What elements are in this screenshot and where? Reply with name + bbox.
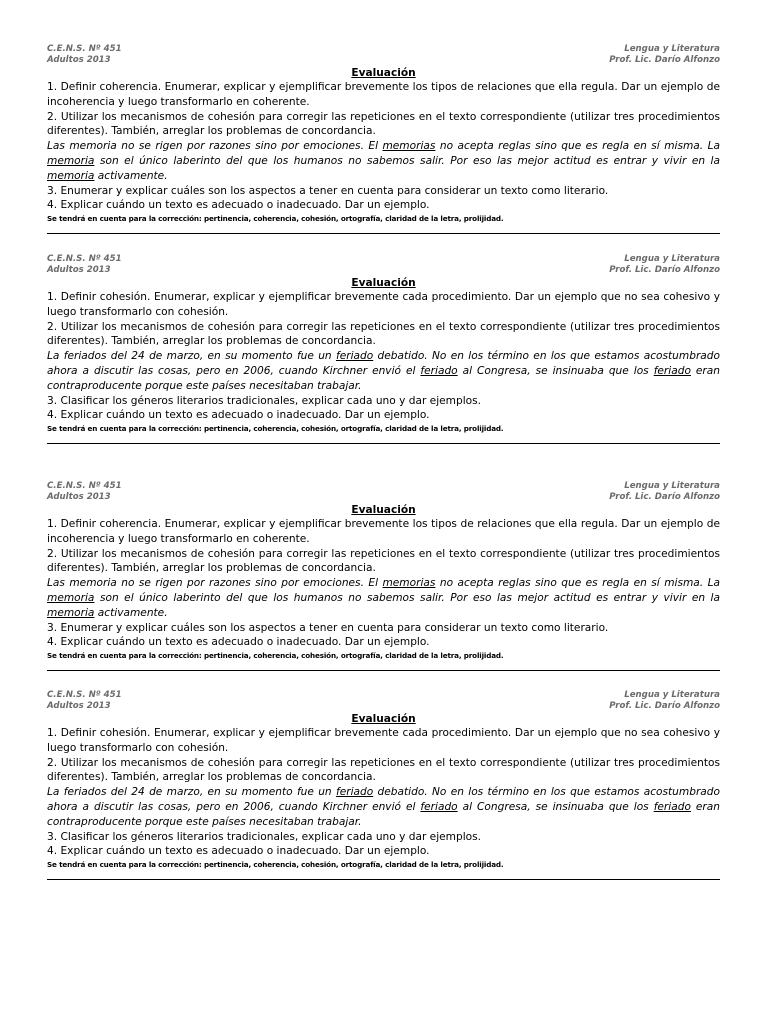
correction-text xyxy=(47,349,720,393)
underlined-word: memoria xyxy=(47,591,95,604)
text-part: activamente. xyxy=(94,606,168,619)
exam-block-4 xyxy=(47,690,720,880)
teacher-name: Prof. Lic. Darío Alfonzo xyxy=(609,265,720,275)
exam-header xyxy=(47,690,720,712)
exam-block-1 xyxy=(47,44,720,234)
divider-line xyxy=(47,233,720,234)
grading-note: Se tendrá en cuenta para la corrección: pertinencia, coherencia, cohesión, ortografía, claridad de la letra, prolijidad. xyxy=(47,424,504,434)
teacher-name: Prof. Lic. Darío Alfonzo xyxy=(609,492,720,502)
question-1: 1. Definir coherencia. Enumerar, explicar y ejemplificar brevemente los tipos de relaciones que ella regula. Dar un ejemplo de incoherencia y luego transformarlo en coherente. xyxy=(47,81,720,108)
correction-text xyxy=(47,785,720,829)
exam-title: Evaluación xyxy=(351,713,416,725)
text-part: al Congresa, se insinuaba que los xyxy=(457,364,654,377)
subject-name: Lengua y Literatura xyxy=(624,254,720,264)
header-left xyxy=(47,254,122,276)
grading-note: Se tendrá en cuenta para la corrección: pertinencia, coherencia, cohesión, ortografía, claridad de la letra, prolijidad. xyxy=(47,860,504,870)
text-part: Las memoria no se rigen por razones sino por emociones. El xyxy=(47,577,383,590)
header-right xyxy=(609,254,720,276)
text-part: activamente. xyxy=(94,169,168,182)
group-name: Adultos 2013 xyxy=(47,55,111,65)
question-4: 4. Explicar cuándo un texto es adecuado o inadecuado. Dar un ejemplo. xyxy=(47,636,430,649)
divider-line xyxy=(47,670,720,671)
question-2: 2. Utilizar los mecanismos de cohesión para corregir las repeticiones en el texto correspondiente (utilizar tres procedimientos diferentes). También, arreglar los problemas de concordancia. xyxy=(47,756,720,784)
subject-name: Lengua y Literatura xyxy=(624,690,720,700)
question-3: 3. Enumerar y explicar cuáles son los aspectos a tener en cuenta para considerar un texto como literario. xyxy=(47,184,609,197)
underlined-word: feriado xyxy=(420,364,458,377)
exam-title: Evaluación xyxy=(351,67,416,79)
underlined-word: memoria xyxy=(47,154,95,167)
question-3: 3. Clasificar los géneros literarios tradicionales, explicar cada uno y dar ejemplos. xyxy=(47,830,482,843)
underlined-word: memorias xyxy=(382,577,436,590)
question-1: 1. Definir coherencia. Enumerar, explicar y ejemplificar brevemente los tipos de relaciones que ella regula. Dar un ejemplo de incoherencia y luego transformarlo en coherente. xyxy=(47,518,720,545)
underlined-word: memorias xyxy=(382,140,436,153)
school-name: C.E.N.S. Nº 451 xyxy=(47,690,122,700)
teacher-name: Prof. Lic. Darío Alfonzo xyxy=(609,701,720,711)
question-4: 4. Explicar cuándo un texto es adecuado o inadecuado. Dar un ejemplo. xyxy=(47,199,430,212)
underlined-word: feriado xyxy=(653,800,691,813)
underlined-word: feriado xyxy=(653,364,691,377)
correction-text xyxy=(47,139,720,183)
header-left xyxy=(47,481,122,503)
underlined-word: feriado xyxy=(420,800,458,813)
question-3: 3. Enumerar y explicar cuáles son los aspectos a tener en cuenta para considerar un texto como literario. xyxy=(47,621,609,634)
header-right xyxy=(609,44,720,66)
text-part: no acepta reglas sino que es regla en sí misma. La xyxy=(435,140,720,153)
grading-note: Se tendrá en cuenta para la corrección: pertinencia, coherencia, cohesión, ortografía, claridad de la letra, prolijidad. xyxy=(47,651,504,661)
underlined-word: memoria xyxy=(47,169,95,182)
subject-name: Lengua y Literatura xyxy=(624,44,720,54)
text-part: no acepta reglas sino que es regla en sí misma. La xyxy=(435,577,720,590)
school-name: C.E.N.S. Nº 451 xyxy=(47,44,122,54)
exam-header xyxy=(47,44,720,66)
text-part: al Congresa, se insinuaba que los xyxy=(457,800,654,813)
question-2: 2. Utilizar los mecanismos de cohesión para corregir las repeticiones en el texto correspondiente (utilizar tres procedimientos diferentes). También, arreglar los problemas de concordancia. xyxy=(47,110,720,138)
text-part: eran contraproducente porque este países necesitaban trabajar. xyxy=(47,800,720,828)
school-name: C.E.N.S. Nº 451 xyxy=(47,254,122,264)
text-part: debatido. No en los término en los que estamos acostumbrado ahora a discutir las cosas, pero en 2006, cuando Kirchner envió el xyxy=(47,350,720,377)
header-right xyxy=(609,481,720,503)
header-left xyxy=(47,690,122,712)
text-part: La feriados del 24 de marzo, en su momento fue un xyxy=(47,786,336,799)
exam-block-2 xyxy=(47,254,720,444)
text-part: eran contraproducente porque este países necesitaban trabajar. xyxy=(47,364,720,392)
question-3: 3. Clasificar los géneros literarios tradicionales, explicar cada uno y dar ejemplos. xyxy=(47,394,482,407)
question-4: 4. Explicar cuándo un texto es adecuado o inadecuado. Dar un ejemplo. xyxy=(47,845,430,858)
group-name: Adultos 2013 xyxy=(47,265,111,275)
text-part: La feriados del 24 de marzo, en su momento fue un xyxy=(47,350,336,363)
question-1: 1. Definir cohesión. Enumerar, explicar y ejemplificar brevemente cada procedimiento. Dar un ejemplo que no sea cohesivo y luego transformarlo con cohesión. xyxy=(47,291,720,318)
question-2: 2. Utilizar los mecanismos de cohesión para corregir las repeticiones en el texto correspondiente (utilizar tres procedimientos diferentes). También, arreglar los problemas de concordancia. xyxy=(47,547,720,575)
teacher-name: Prof. Lic. Darío Alfonzo xyxy=(609,55,720,65)
exam-header xyxy=(47,481,720,503)
question-2: 2. Utilizar los mecanismos de cohesión para corregir las repeticiones en el texto correspondiente (utilizar tres procedimientos diferentes). También, arreglar los problemas de concordancia. xyxy=(47,320,720,348)
question-1: 1. Definir cohesión. Enumerar, explicar y ejemplificar brevemente cada procedimiento. Dar un ejemplo que no sea cohesivo y luego transformarlo con cohesión. xyxy=(47,727,720,754)
group-name: Adultos 2013 xyxy=(47,492,111,502)
group-name: Adultos 2013 xyxy=(47,701,111,711)
exam-block-3 xyxy=(47,481,720,671)
text-part: son el único laberinto del que los humanos no sabemos salir. Por eso las mejor actitud es entrar y vivir en la xyxy=(94,591,720,604)
school-name: C.E.N.S. Nº 451 xyxy=(47,481,122,491)
correction-text xyxy=(47,576,720,620)
grading-note: Se tendrá en cuenta para la corrección: pertinencia, coherencia, cohesión, ortografía, claridad de la letra, prolijidad. xyxy=(47,214,504,224)
underlined-word: feriado xyxy=(335,350,374,363)
text-part: debatido. No en los término en los que estamos acostumbrado ahora a discutir las cosas, pero en 2006, cuando Kirchner envió el xyxy=(47,786,720,813)
exam-title: Evaluación xyxy=(351,277,416,289)
underlined-word: feriado xyxy=(335,786,374,799)
exam-header xyxy=(47,254,720,276)
underlined-word: memoria xyxy=(47,606,95,619)
text-part: son el único laberinto del que los humanos no sabemos salir. Por eso las mejor actitud es entrar y vivir en la xyxy=(94,154,720,167)
divider-line xyxy=(47,879,720,880)
exam-title: Evaluación xyxy=(351,504,416,516)
subject-name: Lengua y Literatura xyxy=(624,481,720,491)
header-right xyxy=(609,690,720,712)
text-part: Las memoria no se rigen por razones sino por emociones. El xyxy=(47,140,383,153)
divider-line xyxy=(47,443,720,444)
header-left xyxy=(47,44,122,66)
question-4: 4. Explicar cuándo un texto es adecuado o inadecuado. Dar un ejemplo. xyxy=(47,409,430,422)
